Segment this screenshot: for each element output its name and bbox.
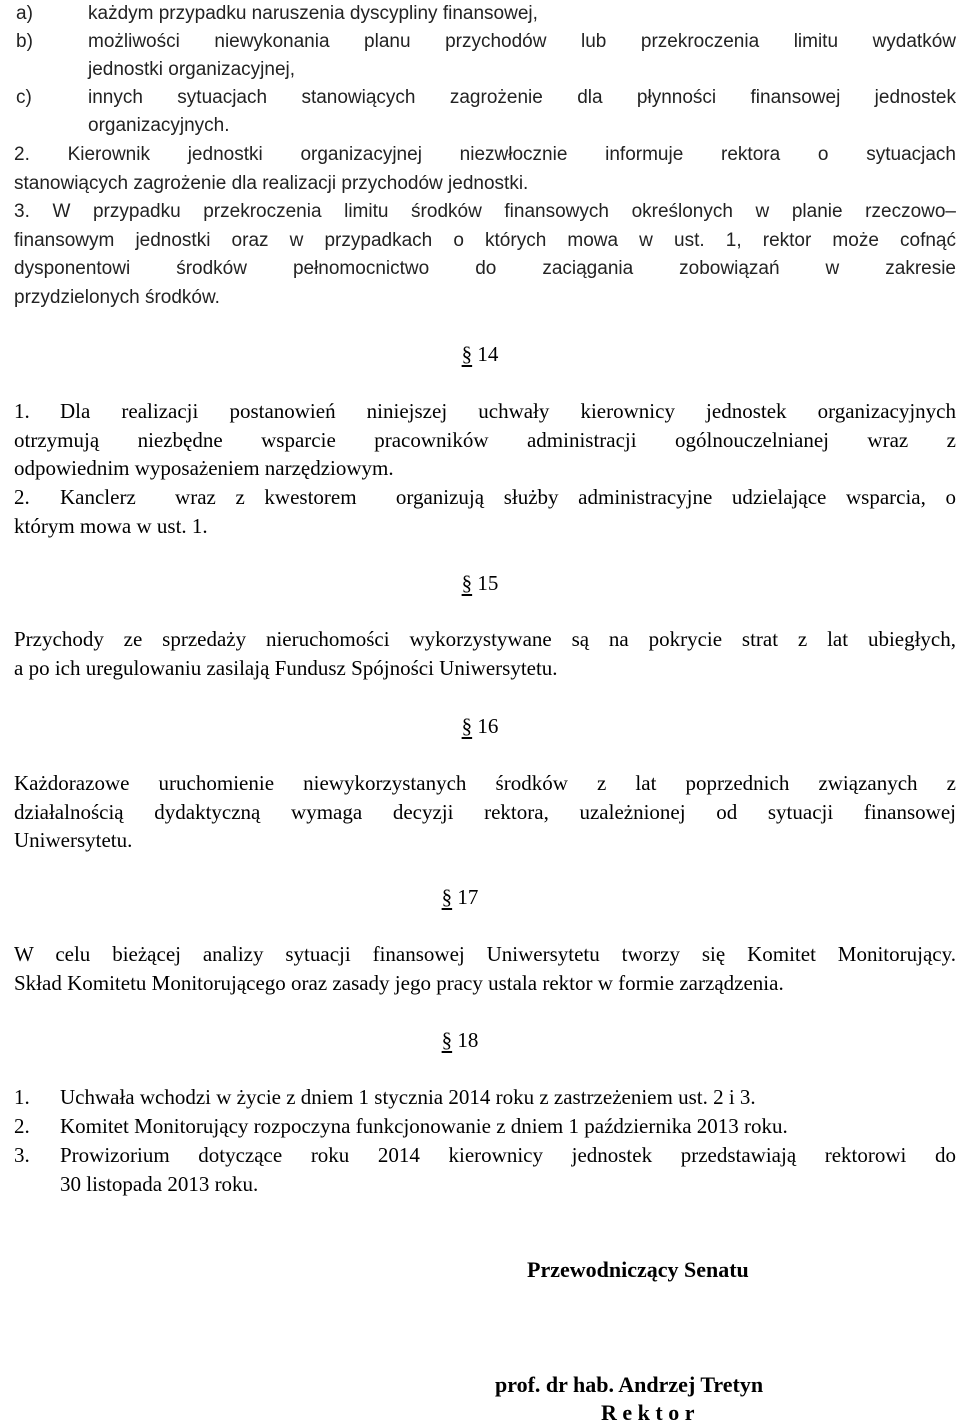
list-text-line: Prowizorium dotyczące roku 2014 kierownicy jednostek przedstawiają rektorowi do [60, 1143, 956, 1167]
paragraph-3 [14, 198, 956, 312]
list-label: 2. [14, 1114, 30, 1138]
list-text-line: Uchwała wchodzi w życie z dniem 1 stycznia 2014 roku z zastrzeżeniem ust. 2 i 3. [60, 1085, 756, 1109]
paragraph-line: Każdorazowe uruchomienie niewykorzystanych środków z lat poprzednich związanych z [14, 771, 956, 795]
paragraph-line: 3. W przypadku przekroczenia limitu środków finansowych określonych w planie rzeczowo– [14, 201, 956, 222]
list-text-line: Dla realizacji postanowień niniejszej uchwały kierownicy jednostek organizacyjnych [60, 399, 956, 423]
section-16-text [14, 769, 956, 855]
section-number: 15 [477, 571, 499, 595]
signature-name: prof. dr hab. Andrzej Tretyn [495, 1372, 764, 1397]
section-heading-15 [0, 569, 960, 598]
paragraph-line: działalnością dydaktyczną wymaga decyzji rektora, uzależnionej od sytuacji finansowej [14, 799, 956, 824]
list-item-18-3 [14, 1141, 956, 1201]
list-text-line: innych sytuacjach stanowiących zagrożenie dla płynności finansowej jednostek [88, 87, 956, 108]
paragraph-2 [14, 141, 956, 198]
list-text-line: Kanclerz wraz z kwestorem organizują służby administracyjne udzielające wsparcia, o [60, 485, 956, 509]
list-text-line: 30 listopada 2013 roku. [60, 1171, 259, 1196]
list-label: b) [16, 31, 33, 52]
list-text-line: jednostki organizacyjnej, [88, 59, 296, 80]
list-label: 1. [14, 399, 30, 423]
list-label: a) [16, 3, 33, 24]
list-item-14-1 [14, 397, 956, 487]
section-symbol: § [461, 714, 473, 738]
paragraph-line: 2. Kierownik jednostki organizacyjnej niezwłocznie informuje rektora o sytuacjach [14, 144, 956, 165]
section-symbol: § [461, 342, 473, 366]
list-text-line: możliwości niewykonania planu przychodów lub przekroczenia limitu wydatków [88, 31, 956, 52]
section-number: 14 [477, 342, 499, 366]
list-label: 1. [14, 1085, 30, 1109]
section-number: 18 [457, 1028, 479, 1052]
paragraph-line: Przychody ze sprzedaży nieruchomości wykorzystywane są na pokrycie strat z lat ubiegłych, [14, 627, 956, 651]
signature-title: R e k t o r [601, 1400, 695, 1425]
signature-role: Przewodniczący Senatu [527, 1257, 749, 1282]
section-symbol: § [441, 1028, 453, 1052]
list-text: każdym przypadku naruszenia dyscypliny finansowej, [88, 3, 538, 24]
section-number: 17 [457, 885, 479, 909]
section-15-text [14, 625, 956, 682]
list-label: 2. [14, 485, 30, 509]
list-text-line: odpowiednim wyposażeniem narzędziowym. [14, 456, 394, 480]
list-item-18-2 [14, 1112, 956, 1142]
section-number: 16 [477, 714, 499, 738]
paragraph-line: W celu bieżącej analizy sytuacji finansowej Uniwersytetu tworzy się Komitet Monitorujący. [14, 942, 956, 966]
section-symbol: § [441, 885, 453, 909]
list-item-18-1 [14, 1083, 956, 1113]
section-heading-14 [0, 340, 960, 369]
paragraph-line: a po ich uregulowaniu zasilają Fundusz Spójności Uniwersytetu. [14, 655, 558, 680]
section-symbol: § [461, 571, 473, 595]
list-label: 3. [14, 1143, 30, 1167]
section-heading-17 [0, 883, 940, 912]
paragraph-line: stanowiących zagrożenie dla realizacji przychodów jednostki. [14, 172, 529, 194]
paragraph-line: Skład Komitetu Monitorującego oraz zasady jego pracy ustala rektor w formie zarządzenia. [14, 970, 784, 995]
section-heading-16 [0, 712, 960, 741]
list-label: c) [16, 87, 32, 108]
list-text-line: którym mowa w ust. 1. [14, 513, 208, 538]
paragraph-line: Uniwersytetu. [14, 828, 133, 852]
list-item-14-2 [14, 483, 956, 543]
section-17-text [14, 940, 956, 997]
paragraph-line: dysponentowi środków pełnomocnictwo do zaciągania zobowiązań w zakresie [14, 258, 956, 279]
paragraph-line: finansowym jednostki oraz w przypadkach o których mowa w ust. 1, rektor może cofnąć [14, 229, 956, 251]
list-text-line: Komitet Monitorujący rozpoczyna funkcjonowanie z dniem 1 października 2013 roku. [60, 1114, 788, 1138]
paragraph-line: przydzielonych środków. [14, 286, 220, 308]
section-heading-18 [0, 1026, 940, 1055]
list-text-line: otrzymują niezbędne wsparcie pracowników administracji ogólnouczelnianej wraz z [14, 427, 956, 452]
list-text-line: organizacyjnych. [88, 115, 230, 136]
